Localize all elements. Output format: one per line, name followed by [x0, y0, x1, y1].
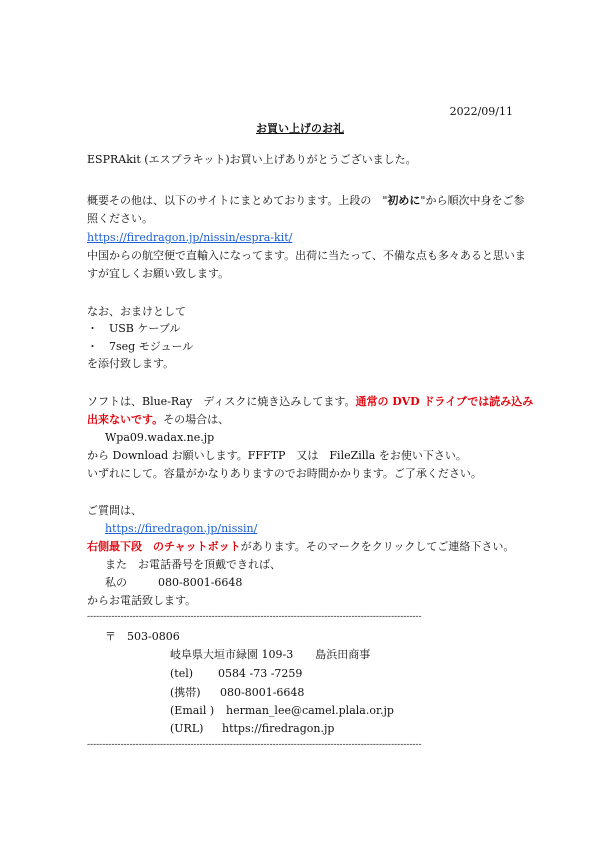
tel-label: (tel)	[170, 667, 194, 680]
download-server: Wpa09.wadax.ne.jp	[105, 431, 215, 444]
overview-line-1b: "から順次中身をご参	[420, 194, 525, 207]
chatbot-line	[87, 540, 514, 554]
callback-line: からお電話致します。	[87, 594, 197, 607]
bonus-item-usb: ・ USB ケーブル	[87, 322, 181, 335]
my-label: 私の	[105, 576, 127, 589]
software-line-2b: その場合は、	[163, 413, 230, 426]
my-phone-number: 080-8001-6648	[158, 576, 243, 589]
url-label: (URL)	[170, 722, 204, 735]
software-line-3: から Download お願いします。FFFTP 又は FileZilla をお使い下さい。	[87, 449, 467, 462]
overview-line-1	[87, 194, 524, 208]
software-line-1	[87, 395, 533, 409]
email-label: (Email )	[170, 704, 215, 717]
nissin-link[interactable]: https://firedragon.jp/nissin/	[105, 522, 258, 535]
bonus-intro: なお、おまけとして	[87, 305, 186, 318]
overview-line-1a: 概要その他は、以下のサイトにまとめております。上段の "	[87, 194, 388, 207]
thanks-line: ESPRAkit (エスプラキット)お買い上げありがとうございました。	[87, 153, 417, 166]
overview-line-3: 中国からの航空便で直輸入になってます。出荷に当たって、不備な点も多々あると思いま	[87, 249, 526, 262]
overview-line-2: 照ください。	[87, 212, 153, 225]
company-address: 岐阜県大垣市緑園 109-3 島浜田商事	[170, 648, 371, 661]
tel-number: 0584 -73 -7259	[218, 667, 303, 680]
letter-title: お買い上げのお礼	[256, 122, 344, 135]
letter-date: 2022/09/11	[449, 105, 513, 118]
overview-line-4: すが宜しくお願い致します。	[87, 267, 230, 280]
divider-bottom: --------------------------------------------------------------------------------------------------------------	[87, 740, 422, 750]
bonus-item-7seg: ・ 7seg モジュール	[87, 340, 194, 353]
dvd-warning: 通常の DVD ドライブでは読み込み	[355, 395, 534, 408]
postal-code: 〒 503-0806	[105, 630, 180, 643]
mobile-label: (携帯)	[170, 686, 201, 699]
chatbot-instructions: があります。そのマークをクリックしてご連絡下さい。	[240, 540, 515, 553]
divider-top: --------------------------------------------------------------------------------------------------------------	[87, 612, 422, 622]
company-url[interactable]: https://firedragon.jp	[222, 722, 335, 735]
phone-intro: また お電話番号を頂戴できれば、	[105, 558, 281, 571]
first-steps-label: 初めに	[387, 194, 421, 207]
software-line-2	[87, 413, 229, 427]
espra-kit-link[interactable]: https://firedragon.jp/nissin/espra-kit/	[87, 231, 293, 244]
contact-intro: ご質問は、	[87, 504, 142, 517]
software-line-1a: ソフトは、Blue-Ray ディスクに焼き込みしてます。	[87, 395, 356, 408]
email-address[interactable]: herman_lee@camel.plala.or.jp	[226, 704, 394, 717]
chatbot-label: 右側最下段 のチャットボット	[87, 540, 241, 553]
dvd-warning-cont: 出来ないです。	[87, 413, 164, 426]
bonus-outro: を添付致します。	[87, 357, 175, 370]
software-line-4: いずれにして。容量がかなりありますのでお時間かかります。ご了承ください。	[87, 467, 482, 480]
mobile-number: 080-8001-6648	[220, 686, 305, 699]
